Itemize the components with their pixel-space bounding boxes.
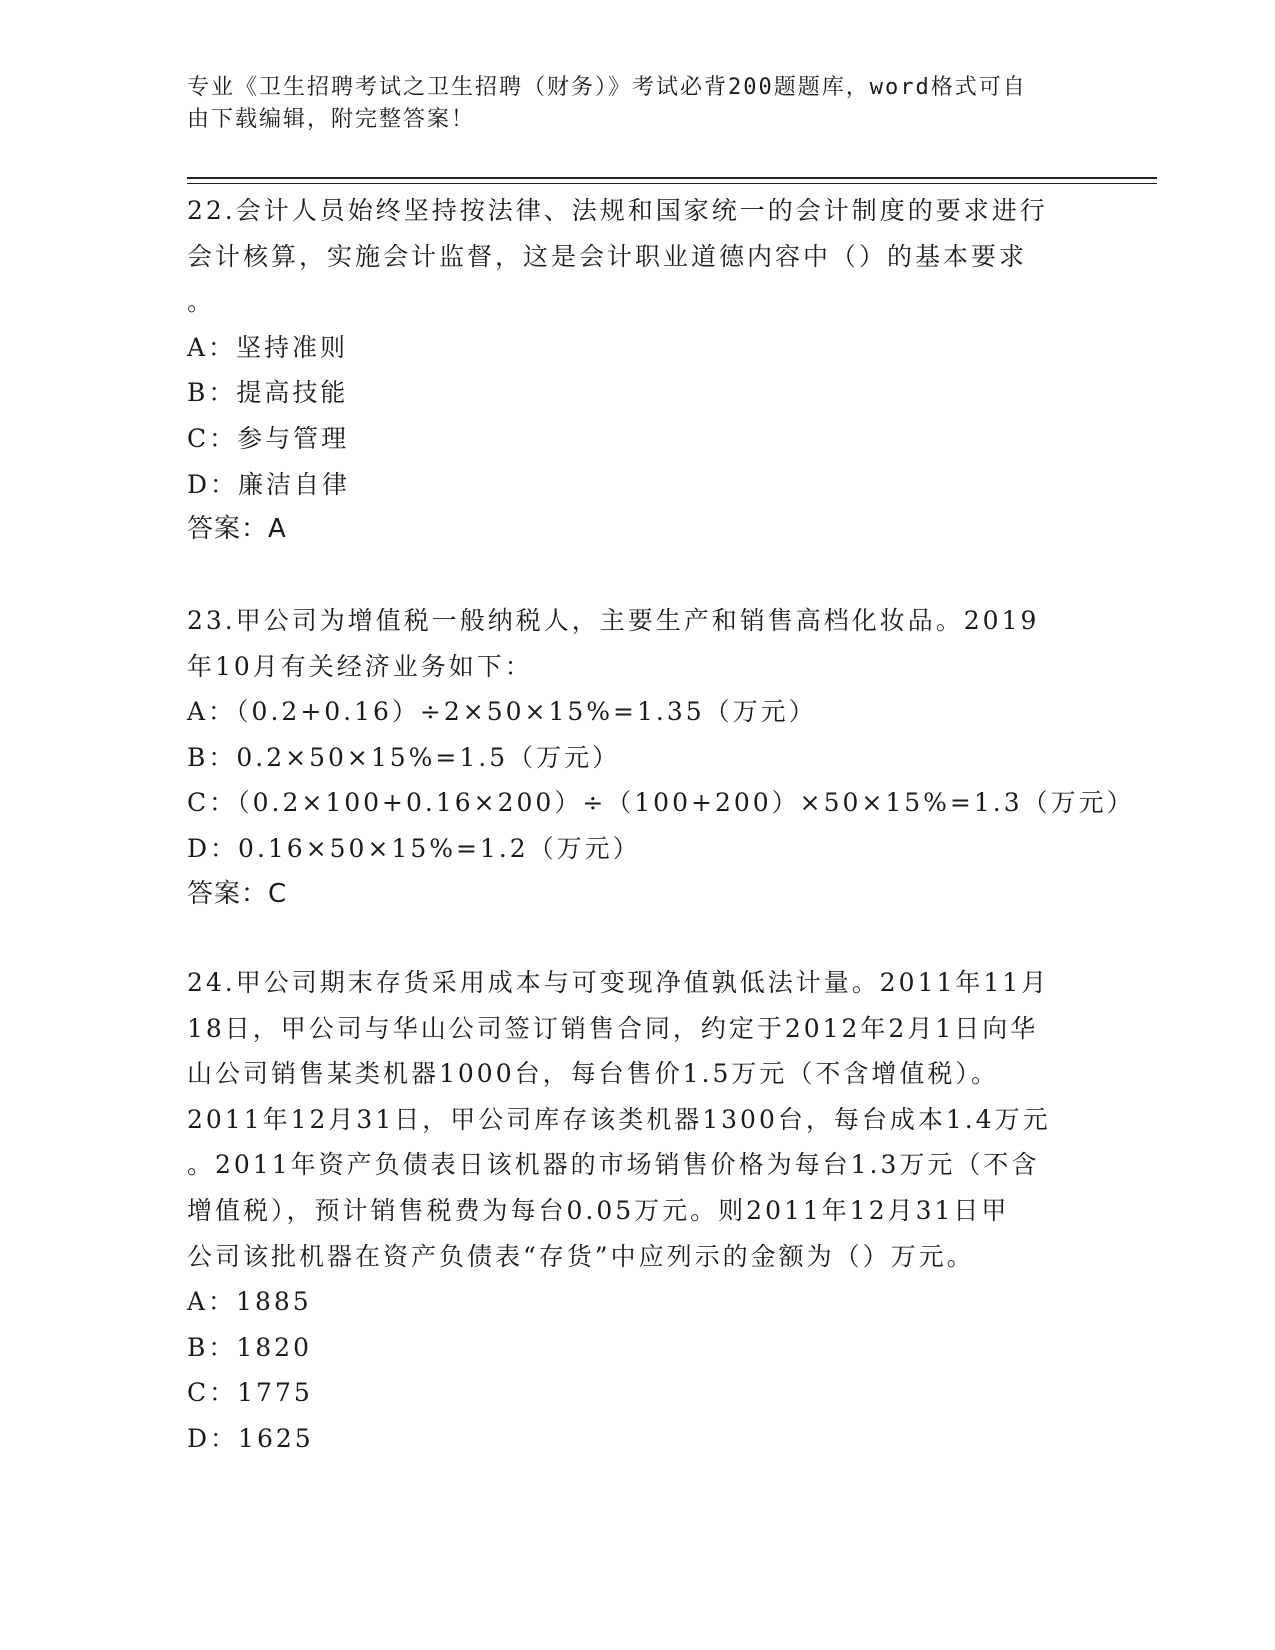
question-24 <box>187 960 1087 1462</box>
question-line: 。 <box>187 287 216 317</box>
header-divider-thick <box>187 177 1157 179</box>
answer-label: 答案：A <box>187 514 287 545</box>
option-a: A：1885 <box>187 1287 312 1317</box>
option-a: A：坚持准则 <box>187 332 349 362</box>
option-b: B：提高技能 <box>187 378 349 408</box>
question-line: 24.甲公司期末存货采用成本与可变现净值孰低法计量。2011年11月 <box>187 968 1050 997</box>
question-line: 公司该批机器在资产负债表“存货”中应列示的金额为（）万元。 <box>187 1241 975 1271</box>
question-line: 23.甲公司为增值税一般纳税人，主要生产和销售高档化妆品。2019 <box>187 606 1040 635</box>
question-line: 2011年12月31日，甲公司库存该类机器1300台，每台成本1.4万元 <box>187 1104 1051 1134</box>
question-line: 增值税），预计销售税费为每台0.05万元。则2011年12月31日甲 <box>187 1195 1010 1225</box>
header-line: 由下载编辑，附完整答案！ <box>187 107 476 132</box>
question-line: 年10月有关经济业务如下： <box>187 651 533 681</box>
option-b: B：0.2×50×15%=1.5（万元） <box>187 742 621 772</box>
option-d: D：廉洁自律 <box>187 469 351 499</box>
option-c: C：1775 <box>187 1378 313 1408</box>
header-line: 专业《卫生招聘考试之卫生招聘（财务）》考试必背200题题库，word格式可自 <box>187 75 1027 100</box>
question-line: 山公司销售某类机器1000台，每台售价1.5万元（不含增值税）。 <box>187 1059 999 1089</box>
question-line: 18日，甲公司与华山公司签订销售合同，约定于2012年2月1日向华 <box>187 1013 1039 1043</box>
option-c: C：参与管理 <box>187 423 350 453</box>
question-line: 会计核算，实施会计监督，这是会计职业道德内容中（）的基本要求 <box>187 241 1028 271</box>
header-divider-thin <box>187 183 1157 184</box>
document-header <box>187 72 1087 136</box>
question-line: 22.会计人员始终坚持按法律、法规和国家统一的会计制度的要求进行 <box>187 196 1048 225</box>
question-text <box>187 960 1087 1279</box>
option-b: B：1820 <box>187 1332 312 1362</box>
option-c: C：（0.2×100+0.16×200）÷（100+200）×50×15%=1.3（万元） <box>187 788 1135 818</box>
option-d: D：0.16×50×15%=1.2（万元） <box>187 833 641 863</box>
question-23 <box>187 598 1135 917</box>
question-22 <box>187 188 1087 553</box>
question-text <box>187 598 1087 689</box>
question-line: 。2011年资产负债表日该机器的市场销售价格为每台1.3万元（不含 <box>187 1150 1040 1180</box>
option-a: A：（0.2+0.16）÷2×50×15%=1.35（万元） <box>187 697 817 727</box>
question-text <box>187 188 1087 325</box>
option-d: D：1625 <box>187 1423 314 1453</box>
answer-label: 答案：C <box>187 878 288 909</box>
